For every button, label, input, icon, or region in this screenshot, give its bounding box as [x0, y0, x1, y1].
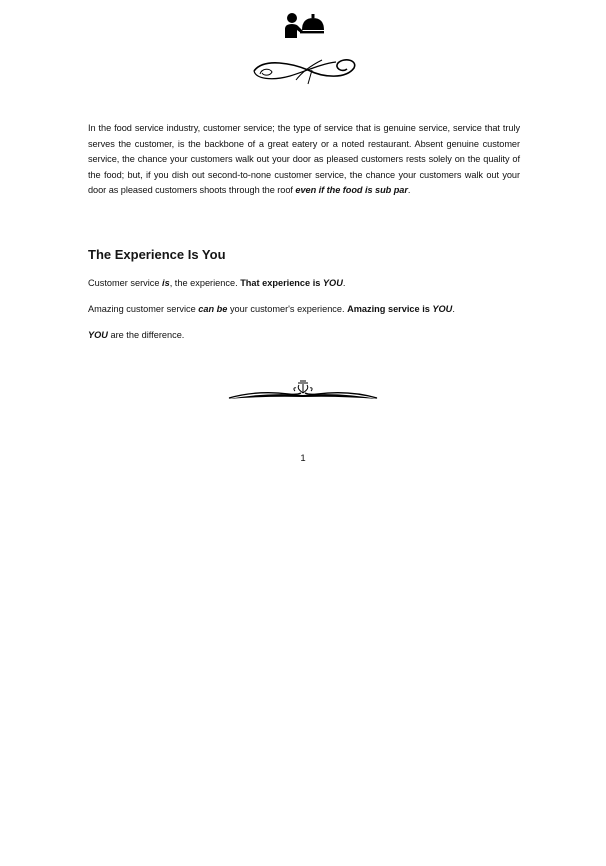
ornamental-flourish-icon [250, 54, 360, 86]
line1-part-c: , the experience. [169, 278, 241, 288]
line1-part-e: YOU [322, 278, 343, 288]
amazing-service-line [88, 304, 455, 314]
section-heading: The Experience Is You [88, 247, 226, 262]
difference-line [88, 330, 184, 340]
experience-line [88, 278, 345, 288]
line1-part-a: Customer service [88, 278, 163, 288]
waiter-serving-icon [284, 12, 324, 38]
ornamental-divider-icon [227, 380, 379, 402]
line3-part-b: are the difference. [107, 330, 185, 340]
line2-part-c: your customer's experience. [227, 304, 348, 314]
line2-part-d: Amazing service is [347, 304, 433, 314]
line2-part-b: can be [198, 304, 228, 314]
line2-part-a: Amazing customer service [88, 304, 199, 314]
intro-emphasis: even if the food is sub par [295, 185, 408, 196]
line2-part-f: . [452, 304, 455, 314]
line1-part-f: . [342, 278, 346, 288]
page-number: 1 [300, 453, 306, 464]
intro-text: In the food service industry, customer service; the type of service that is genuine service, service that truly serves the customer, is the backbone of a great eatery or a noted restaurant. Absent genuine customer service, the chance your customers walk out your door as pleased customers rests solely on the quality of the food; but, if you dish out second-to-none customer service, the chance your customers walk out your door as pleased customers shoots through the roof [88, 123, 520, 196]
line1-part-d: That experience is [240, 278, 323, 288]
line1-part-b: is [162, 278, 170, 288]
line3-part-a: YOU [88, 330, 108, 340]
line2-part-e: YOU [432, 304, 453, 314]
intro-end: . [407, 185, 411, 196]
intro-paragraph [88, 121, 520, 199]
